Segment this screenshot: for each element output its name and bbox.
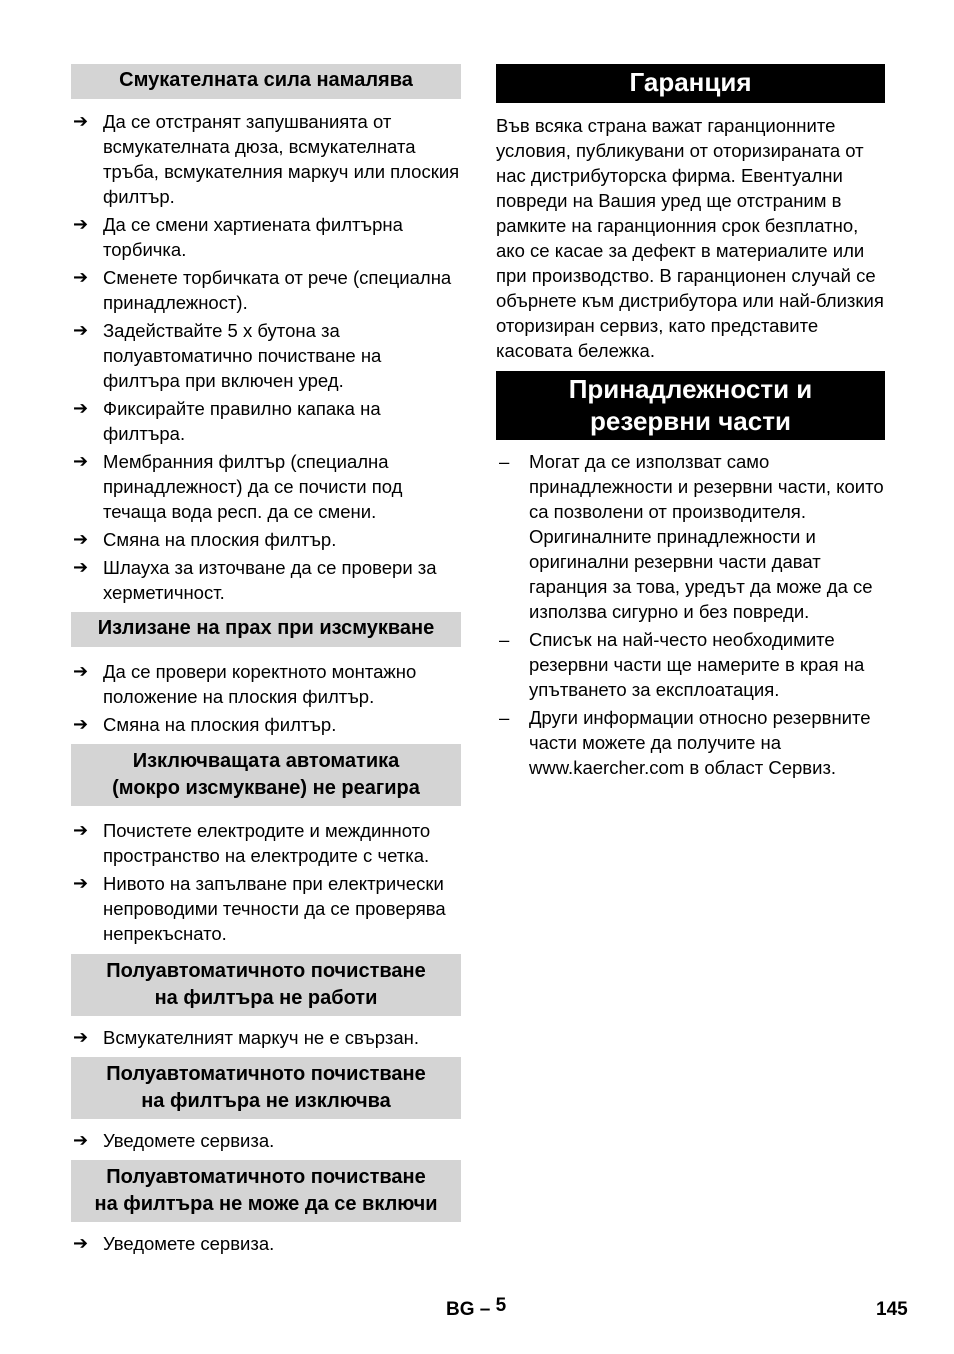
- section-heading-accessories: [496, 371, 885, 440]
- heading-text: Полуавтоматичното почистване: [106, 1063, 426, 1085]
- list-item: ➔ Шлауха за източване да се провери за херметичност.: [73, 557, 437, 603]
- arrow-icon: ➔: [73, 1233, 89, 1253]
- arrow-icon: ➔: [73, 111, 89, 131]
- page-number: 145: [876, 1299, 908, 1320]
- dash-icon: –: [499, 451, 510, 472]
- heading-text: Полуавтоматичното почистване: [106, 960, 426, 982]
- list-item: ➔ Почистете електродите и междинното пространство на електродите с четка.: [73, 820, 431, 866]
- heading-text: резервни части: [590, 406, 791, 436]
- arrow-icon: ➔: [73, 873, 89, 893]
- arrow-icon: ➔: [73, 714, 89, 734]
- list-item: ➔ Смяна на плоския филтър.: [73, 714, 337, 735]
- step-list-filter-not-working: [71, 1025, 461, 1050]
- heading-text: Смукателната сила намалява: [119, 69, 413, 91]
- list-item: ➔ Нивото на запълване при електрически непроводими течности да се проверява непрекъснато.: [73, 873, 446, 944]
- step-list-filter-not-on: [71, 1231, 461, 1256]
- list-item: ➔ Уведомете сервиза.: [73, 1130, 275, 1151]
- step-list-suction: [71, 109, 461, 605]
- section-heading-shutoff: [71, 744, 461, 806]
- step-list-filter-not-off: [71, 1128, 461, 1153]
- arrow-icon: ➔: [73, 320, 89, 340]
- section-heading-suction-reduced: [71, 64, 461, 99]
- heading-text: Принадлежности и: [568, 374, 813, 404]
- list-item: ➔ Мембранния филтър (специална принадлежност) да се почисти под течаща вода респ. да се смени.: [73, 451, 403, 522]
- arrow-icon: ➔: [73, 1130, 89, 1150]
- heading-text: (мокро изсмукване) не реагира: [112, 777, 420, 799]
- accessories-list: [496, 449, 885, 780]
- list-item: – Други информации относно резервните части можете да получите на www.kaercher.com в област Сервиз.: [499, 707, 871, 778]
- dash-icon: –: [499, 629, 510, 650]
- arrow-icon: ➔: [73, 661, 89, 681]
- arrow-icon: ➔: [73, 529, 89, 549]
- dash-icon: –: [499, 707, 510, 728]
- heading-text: Полуавтоматичното почистване: [106, 1166, 426, 1188]
- list-item: ➔ Задействайте 5 x бутона за полуавтоматично почистване на филтъра при включен уред.: [73, 320, 382, 391]
- heading-text: Изключващата автоматика: [132, 750, 400, 772]
- right-column: [496, 64, 885, 783]
- list-item: – Списък на най-често необходимите резервни части ще намерите в края на упътването за експлоатация.: [499, 629, 865, 700]
- left-column: [71, 64, 461, 1259]
- list-item: ➔ Фиксирайте правилно капака на филтъра.: [73, 398, 381, 444]
- section-heading-filter-not-working: [71, 954, 461, 1016]
- list-item: ➔ Всмукателният маркуч не е свързан.: [73, 1027, 419, 1048]
- list-item: ➔ Сменете торбичката от рече (специална принадлежност).: [73, 267, 452, 313]
- arrow-icon: ➔: [73, 451, 89, 471]
- arrow-icon: ➔: [73, 1027, 89, 1047]
- footer-lang: BG –: [446, 1299, 491, 1320]
- section-heading-filter-not-on: [71, 1160, 461, 1222]
- step-list-dust: [71, 659, 461, 737]
- section-heading-dust-leak: [71, 612, 461, 647]
- arrow-icon: ➔: [73, 820, 89, 840]
- heading-text: Гаранция: [629, 67, 752, 97]
- list-item: ➔ Да се провери коректното монтажно положение на плоския филтър.: [73, 661, 417, 707]
- section-heading-warranty: [496, 64, 885, 103]
- arrow-icon: ➔: [73, 557, 89, 577]
- heading-text: на филтъра не работи: [154, 987, 378, 1009]
- footer-section-number: 5: [495, 1295, 507, 1316]
- heading-text: Излизане на прах при изсмукване: [97, 617, 435, 639]
- heading-text: на филтъра не изключва: [141, 1090, 391, 1112]
- list-item: ➔ Да се отстранят запушванията от всмукателната дюза, всмукателната тръба, всмукателния маркуч или плоския филтър.: [73, 111, 460, 207]
- list-item: – Могат да се използват само принадлежности и резервни части, които са позволени от производителя. Оригиналните принадлежности и оригинални резервни части дават гаранция за това, уредът да може да се използва сигурно и без повреди.: [499, 451, 884, 622]
- warranty-text: Във всяка страна важат гаранционните условия, публикувани от оторизираната от нас дистрибуторска фирма. Евентуални повреди на Вашия уред ще отстраним в рамките на гаранционния срок безплатно, ако се касае за дефект в материалите или при производство. В гаранционен случай се обърнете към дистрибутора или най-близкия оторизиран сервиз, като представите касовата бележка.: [496, 115, 884, 361]
- arrow-icon: ➔: [73, 267, 89, 287]
- list-item: ➔ Смяна на плоския филтър.: [73, 529, 337, 550]
- footer-section-label: [446, 1295, 507, 1322]
- arrow-icon: ➔: [73, 398, 89, 418]
- heading-text: на филтъра не може да се включи: [94, 1193, 438, 1215]
- section-heading-filter-not-off: [71, 1057, 461, 1119]
- step-list-shutoff: [71, 818, 461, 946]
- list-item: ➔ Уведомете сервиза.: [73, 1233, 275, 1254]
- arrow-icon: ➔: [73, 214, 89, 234]
- list-item: ➔ Да се смени хартиената филтърна торбичка.: [73, 214, 403, 260]
